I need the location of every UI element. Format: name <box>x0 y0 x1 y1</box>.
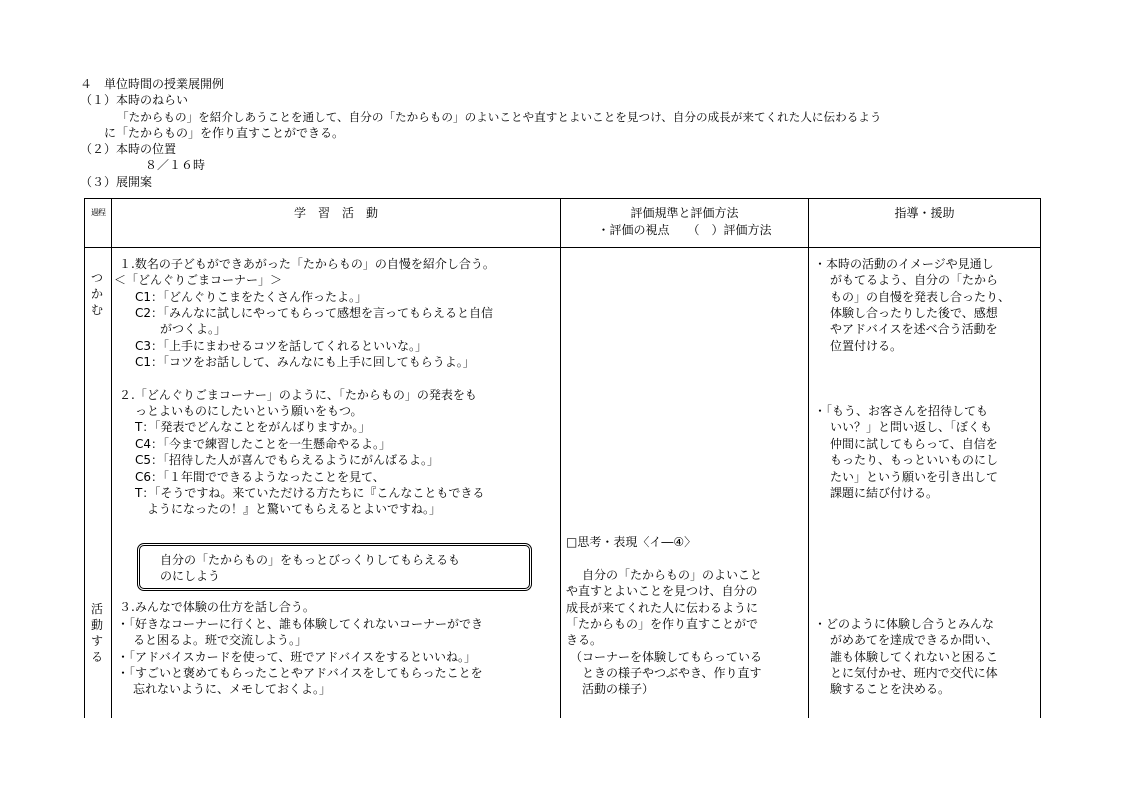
column-divider-activity <box>560 198 561 718</box>
position-heading: （２）本時の位置 <box>80 142 177 156</box>
guidance-line: がもてるよう、自分の「たから <box>830 273 999 287</box>
column-divider-evaluation <box>808 198 809 718</box>
header-evaluation-line2: ・評価の視点 （ ）評価方法 <box>597 223 772 237</box>
column-divider-stage <box>111 198 112 718</box>
aim-text-line1: 「たからもの」を紹介しあうことを通して、自分の「たからもの」のよいことや直すとよいことを見つけ、自分の成長が来てくれた人に伝わるよう <box>117 110 882 124</box>
header-evaluation-line1: 評価規準と評価方法 <box>630 206 739 220</box>
guidance-line: いい？」と問い返し、「ぼくも <box>830 420 993 434</box>
guidance-line: がめあてを達成できるか問い、 <box>830 633 999 647</box>
guidance-line: 仲間に試してもらって、自信を <box>830 437 998 451</box>
activity-line: 忘れないように、メモしておくよ。」 <box>133 682 332 696</box>
evaluation-line: 自分の「たからもの」のよいこと <box>582 568 763 582</box>
activity-line: C1：「どんぐりこまをたくさん作ったよ。」 <box>135 290 368 304</box>
activity-line: ３.みんなで体験の仕方を話し合う。 <box>119 600 315 614</box>
activity-line: １.数名の子どもができあがった「たからもの」の自慢を紹介し合う。 <box>119 257 495 271</box>
aim-text-line2: に「たからもの」を作り直すことができる。 <box>104 126 345 140</box>
position-value: ８／１６時 <box>145 158 206 172</box>
evaluation-line: や直すとよいことを見つけ、自分の <box>566 584 758 598</box>
header-stage: 過程 <box>91 208 105 217</box>
activity-line: ・「すごいと褒めてもらったことやアドバイスをしてもらったことを <box>117 666 483 680</box>
callout-line: のにしよう <box>160 569 221 583</box>
guidance-line: たい」という願いを引き出して <box>830 470 999 484</box>
aim-heading: （１）本時のねらい <box>80 93 189 107</box>
guidance-line: 課題に結び付ける。 <box>830 486 939 500</box>
stage-label-katsudo: 活 動 す る <box>90 602 103 664</box>
lesson-goal-callout <box>137 543 532 591</box>
guidance-line: ・「もう、お客さんを招待しても <box>814 404 989 418</box>
activity-line: っとよいものにしたいという願いをもつ。 <box>135 404 363 418</box>
callout-line: 自分の「たからもの」をもっとびっくりしてもらえるも <box>160 553 461 567</box>
activity-line: C2：「みんなに試しにやってもらって感想を言ってもらえると自信 <box>135 306 494 320</box>
activity-line: ＜「どんぐりごまコーナー」＞ <box>114 273 283 287</box>
activity-line: ・「アドバイスカードを使って、班でアドバイスをするといいね。」 <box>117 650 477 664</box>
section-title: ４ 単位時間の授業展開例 <box>80 77 225 91</box>
activity-line: C6：「１年間でできるようなったことを見て、 <box>135 470 385 484</box>
guidance-line: ・本時の活動のイメージや見通し <box>814 257 994 271</box>
guidance-line: 験することを決める。 <box>830 682 951 696</box>
guidance-line: 体験し合ったりした後で、感想 <box>830 306 998 320</box>
guidance-line: とに気付かせ、班内で交代に体 <box>830 666 998 680</box>
evaluation-line: 活動の様子） <box>582 682 655 696</box>
table-top-border <box>84 198 1041 199</box>
activity-line: C5：「招待した人が喜んでもらえるようにがんばるよ。」 <box>135 453 440 467</box>
activity-line: ようになったの！』と驚いてもらえるとよいですね。」 <box>147 502 442 516</box>
activity-line: C1：「コツをお話しして、みんなにも上手に回してもらうよ。」 <box>135 355 475 369</box>
header-activity: 学 習 活 動 <box>293 206 378 220</box>
activity-line: ると困るよ。班で交流しよう。」 <box>133 633 308 647</box>
evaluation-line: （コーナーを体験してもらっている <box>570 650 763 664</box>
evaluation-line: 「たからもの」を作り直すことがで <box>566 617 759 631</box>
table-right-border <box>1040 198 1041 718</box>
activity-line: C4：「今まで練習したことを一生懸命やるよ。」 <box>135 437 392 451</box>
activity-line: ・「好きなコーナーに行くと、誰も体験してくれないコーナーができ <box>117 617 484 631</box>
table-left-border <box>84 198 85 718</box>
guidance-line: 誰も体験してくれないと困るこ <box>830 650 999 664</box>
guidance-line: 位置付ける。 <box>830 339 903 353</box>
evaluation-line: □思考・表現〈イ―④〉 <box>566 535 697 549</box>
activity-line: C3：「上手にまわせるコツを話してくれるといいな。」 <box>135 339 428 353</box>
activity-line: T：「そうですね。来ていただける方たちに『こんなこともできる <box>135 486 485 500</box>
stage-label-tsukamu: つ か む <box>90 271 103 317</box>
activity-line: T：「発表でどんなことをがんばりますか。」 <box>135 420 371 434</box>
table-header-divider <box>84 247 1041 248</box>
evaluation-line: ときの様子やつぶやき、作り直す <box>582 666 762 680</box>
header-guidance: 指導・援助 <box>894 206 955 220</box>
guidance-line: もの」の自慢を発表し合ったり、 <box>830 290 1011 304</box>
guidance-line: もったり、もっといいものにし <box>830 453 999 467</box>
plan-heading: （３）展開案 <box>80 175 153 189</box>
evaluation-line: 成長が来てくれた人に伝わるように <box>566 601 759 615</box>
guidance-line: やアドバイスを述べ合う活動を <box>830 322 998 336</box>
activity-line: がつくよ。」 <box>160 322 227 336</box>
activity-line: ２.「どんぐりごまコーナー」のように、「たからもの」の発表をも <box>119 388 477 402</box>
guidance-line: ・どのように体験し合うとみんな <box>814 617 995 631</box>
evaluation-line: きる。 <box>566 633 603 647</box>
